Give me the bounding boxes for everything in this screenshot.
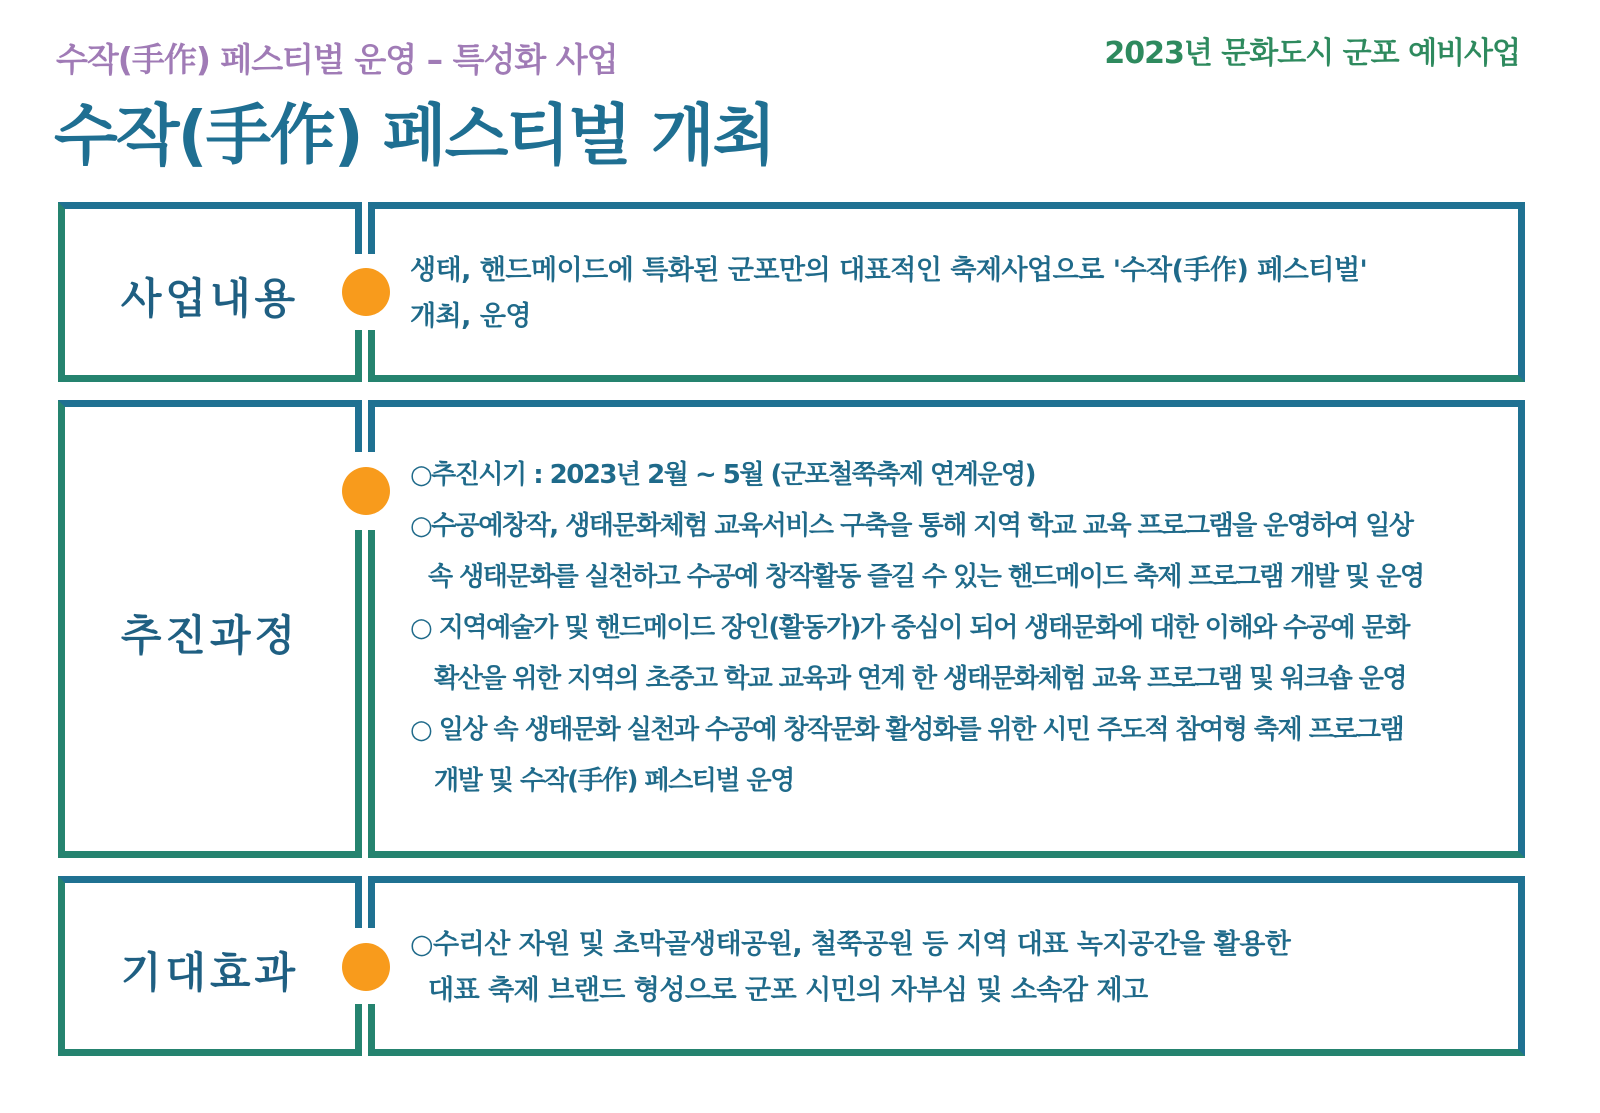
page-title: 수작(手作) 페스티벌 개최 [54,97,775,174]
section-label-process: 추진과정 [120,611,300,660]
section-label-box-effect [58,876,355,1056]
content-line: ○수공예창작, 생태문화체험 교육서비스 구축을 통해 지역 학교 교육 프로그램을 운영하여 일상 [410,511,1413,541]
content-line: ○ 일상 속 생태문화 실천과 수공예 창작문화 활성화를 위한 시민 주도적 참여형 축제 프로그램 [410,715,1404,745]
content-line: 개발 및 수작(手作) 페스티벌 운영 [434,766,794,796]
page-subtitle: 수작(手作) 페스티벌 운영 – 특성화 사업 [56,40,618,79]
section-content-process [410,450,1540,807]
content-line: 확산을 위한 지역의 초중고 학교 교육과 연계 한 생태문화체험 교육 프로그램 및 워크숍 운영 [434,664,1406,694]
content-line: 개최, 운영 [410,301,531,332]
bullet-dot-icon [342,467,390,515]
section-content-business [410,248,1490,340]
section-label-business: 사업내용 [120,274,300,323]
bullet-dot-icon [342,268,390,316]
content-line: ○추진시기 : 2023년 2월 ~ 5월 (군포철쭉축제 연계운영) [410,460,1036,490]
content-line: 속 생태문화를 실천하고 수공예 창작활동 즐길 수 있는 핸드메이드 축제 프로그램 개발 및 운영 [428,562,1424,592]
content-line: ○수리산 자원 및 초막골생태공원, 철쭉공원 등 지역 대표 녹지공간을 활용한 [410,929,1291,960]
section-label-effect: 기대효과 [120,948,300,997]
bullet-dot-icon [342,943,390,991]
content-line: 대표 축제 브랜드 형성으로 군포 시민의 자부심 및 소속감 제고 [428,975,1148,1006]
section-label-box-business [58,202,355,382]
section-content-effect [410,922,1490,1014]
program-title: 2023년 문화도시 군포 예비사업 [1104,36,1520,71]
section-label-box-process [58,400,355,858]
content-line: ○ 지역예술가 및 핸드메이드 장인(활동가)가 중심이 되어 생태문화에 대한 이해와 수공예 문화 [410,613,1409,643]
content-line: 생태, 핸드메이드에 특화된 군포만의 대표적인 축제사업으로 '수작(手作) 페스티벌' [410,255,1368,286]
